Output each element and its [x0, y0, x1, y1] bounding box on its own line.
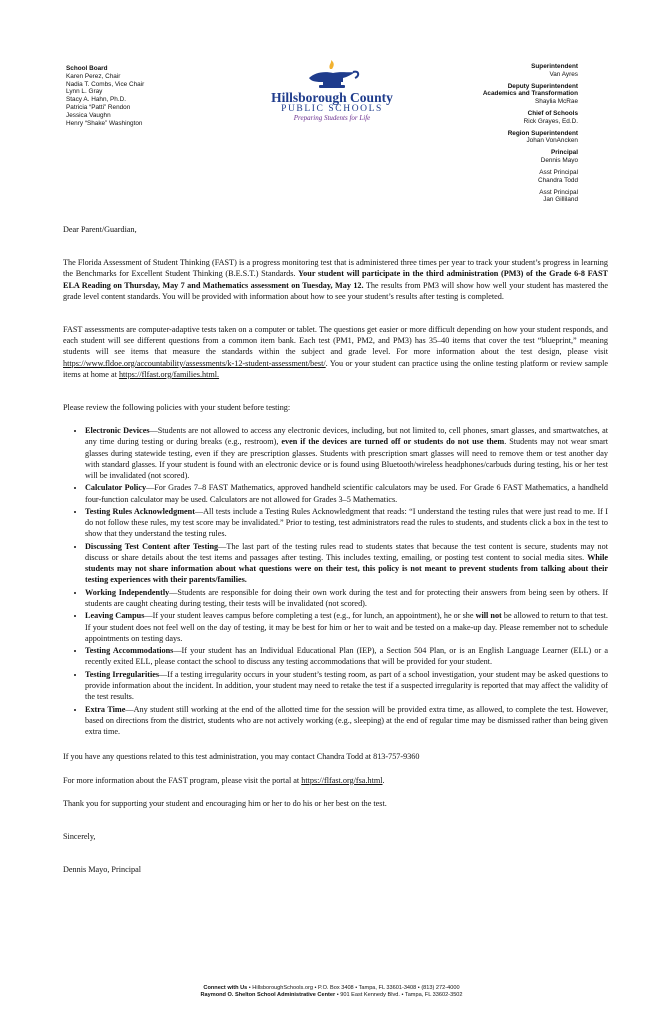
letter-body	[63, 224, 608, 887]
flfast-fsa-link[interactable]: https://flfast.org/fsa.html	[301, 775, 383, 785]
admin-entry	[418, 63, 578, 78]
admin-name: Van Ayres	[549, 70, 578, 78]
administration-list	[418, 63, 578, 208]
lamp-icon	[303, 60, 361, 90]
district-logo	[262, 60, 402, 123]
school-board-list	[66, 65, 144, 127]
admin-title: Region Superintendent	[507, 129, 578, 137]
policy-title: Electronic Devices	[85, 426, 150, 436]
board-member: Lynn L. Gray	[66, 88, 103, 96]
policy-item: • Working Independently—Students are responsible for doing their own work during the test and for protecting their answers from being seen by others. If students are caught cheating during testing, their tests will be invalidated (not scored).	[85, 587, 608, 609]
admin-name: Chandra Todd	[537, 176, 578, 184]
intro-paragraph: The Florida Assessment of Student Thinking (FAST) is a progress monitoring test that is administered three times per year to track your student’s progress in learning the Benchmarks for Excellent Student Thinking (B.E.S.T.) Standards. Your student will participate in the third administration (PM3) of the Grade 6-8 FAST ELA Reading on Thursday, May 7 and Mathematics assessment on Tuesday, May 12. The results from PM3 will show how well your student has mastered the grade level content standards. You will be provided with information about how to see your student’s results after testing is completed.	[63, 258, 608, 301]
admin-title: Asst Principal	[539, 188, 578, 196]
admin-title: Principal	[551, 149, 578, 157]
salutation: Dear Parent/Guardian,	[63, 225, 137, 234]
footer-contact-line: Connect with Us • HillsboroughSchools.org • P.O. Box 3408 • Tampa, FL 33601-3408 • (813) 272-4000	[203, 985, 460, 991]
logo-title: Hillsborough County	[271, 90, 393, 105]
admin-name: Rick Grayes, Ed.D.	[523, 117, 578, 125]
admin-entry	[418, 169, 578, 184]
board-member: Karen Perez, Chair	[66, 72, 121, 80]
board-member: Nadia T. Combs, Vice Chair	[66, 80, 145, 88]
admin-title: Chief of Schools	[527, 109, 578, 117]
admin-entry	[418, 130, 578, 145]
policy-title: Testing Accommodations	[85, 646, 174, 656]
more-info-line: For more information about the FAST program, please visit the portal at https://flfast.org/fsa.html.	[63, 775, 385, 785]
policy-item: • Leaving Campus—If your student leaves campus before completing a test (e.g., for lunch, an appointment), he or she will not be allowed to return to that test. If your student does not feel well on the day of testing, it may be best for him or her to wait and be tested on a make-up day. Please remember not to schedule appointments on testing days.	[85, 610, 608, 644]
policy-item: • Testing Irregularities—If a testing irregularity occurs in your student’s testing room, as part of a school investigation, your student may be asked questions to provide information about the incident. In addition, your student may need to retake the test if a suspected irregularity is reported that may affect the validity of the test results.	[85, 669, 608, 703]
logo-subtitle: PUBLIC SCHOOLS	[281, 104, 383, 114]
policy-title: Discussing Test Content after Testing	[85, 541, 219, 551]
policy-item: • Electronic Devices—Students are not allowed to access any electronic devices, including, but not limited to, cell phones, smart glasses, and smartwatches, at any time during testing or during breaks (e.g., restroom), even if the devices are turned off or students do not use them. Students may not wear smart glasses during statewide testing, even if they are prescription glasses. Students with prescription smart glasses will need to remove them or test another day with standard glasses. If your student is found with an electronic device or is found using Bluetooth/wireless headphones/carbuds during testing, his or her test will be invalidated (not scored).	[85, 425, 608, 481]
admin-title: Asst Principal	[539, 169, 578, 177]
signature: Dennis Mayo, Principal	[63, 865, 141, 875]
policy-title: Testing Rules Acknowledgment	[85, 507, 195, 517]
policy-title: Extra Time	[85, 704, 126, 714]
admin-name: Dennis Mayo	[540, 156, 578, 164]
board-member: Stacy A. Hahn, Ph.D.	[66, 96, 127, 104]
thanks-line: Thank you for supporting your student and encouraging him or her to do his or her best on the test.	[63, 798, 387, 808]
test-design-paragraph: FAST assessments are computer-adaptive tests taken on a computer or tablet. The questions get easier or more difficult depending on how your student responds, and each student will see different questions from a common item bank. Each test (PM1, PM2, and PM3) has 35–40 items that cover the test “blueprint,” meaning students will see items that measure the standards within the subject and grade level. For more information about the test design, please visit https://www.fldoe.org/accountability/assessments/k-12-student-assessment/best/. You or your student can practice using the online testing platform or review sample items at home at https://flfast.org/families.html.	[63, 325, 608, 379]
test-dates-notice: Your student will participate in the third administration (PM3) of the Grade 6-8 FAST ELA Reading on Thursday, May 7 and Mathematics assessment on Tuesday, May 12.	[63, 269, 608, 290]
sign-off: Sincerely,	[63, 832, 96, 842]
policy-item: • Discussing Test Content after Testing—The last part of the testing rules read to students states that because the test content is secure, students may not discuss or share details about the test items and passages after testing. This includes texting, emailing, or posting test content to social media sites. While students may not share information about what questions were on their test, this policy is not meant to prevent students from talking about their testing experiences with their parents/families.	[85, 541, 608, 586]
fldoe-link[interactable]: https://www.fldoe.org/accountability/assessments/k-12-student-assessment/best/	[63, 358, 326, 368]
policy-item: • Testing Rules Acknowledgment—All tests include a Testing Rules Acknowledgment that reads: “I understand the testing rules that were just read to me. If I do not follow these rules, my test score may be invalidated.” Prior to testing, test administrators read the rules to students, and students click a box in the test to show that they understand the testing rules.	[85, 506, 608, 540]
admin-entry	[418, 83, 578, 106]
board-member: Henry “Shake” Washington	[66, 119, 143, 127]
policies-intro: Please review the following policies with your student before testing:	[63, 403, 291, 413]
admin-title: Deputy Superintendent Academics and Transformation	[482, 82, 578, 98]
policies-list	[63, 425, 608, 737]
school-board-heading: School Board	[66, 65, 108, 72]
admin-entry	[418, 110, 578, 125]
admin-name: Jan Gilliland	[543, 196, 578, 204]
policy-title: Calculator Policy	[85, 483, 147, 493]
admin-name: Shaylia McRae	[535, 97, 578, 105]
policy-title: Working Independently	[85, 587, 170, 597]
policy-item: • Testing Accommodations—If your student has an Individual Educational Plan (IEP), a Section 504 Plan, or is an English Language Learner (ELL) or a recently exited ELL, please contact the school to discuss any testing accommodations that will be provided for your student.	[85, 645, 608, 667]
logo-tagline: Preparing Students for Life	[293, 114, 371, 122]
admin-title: Superintendent	[531, 63, 578, 70]
policy-item: • Calculator Policy—For Grades 7–8 FAST Mathematics, approved handheld scientific calculators may be used. For Grade 6 FAST Mathematics, a handheld four-function calculator may be used. Calculators are not allowed for Grades 3–5 Mathematics.	[85, 482, 608, 504]
flfast-families-link[interactable]: https://flfast.org/families.html.	[118, 369, 220, 379]
footer-address-line: Raymond O. Shelton School Administrative Center • 901 East Kennedy Blvd. • Tampa, FL 33602-3502	[200, 992, 463, 999]
closing-section	[63, 751, 608, 875]
page-footer	[0, 985, 663, 999]
board-member: Jessica Vaughn	[66, 111, 111, 119]
contact-line: If you have any questions related to this test administration, you may contact Chandra Todd at 813-757-9360	[63, 752, 420, 762]
policy-title: Leaving Campus	[85, 611, 145, 621]
board-member: Patricia “Patti” Rendon	[66, 103, 131, 111]
admin-entry	[418, 189, 578, 204]
admin-entry	[418, 149, 578, 164]
admin-name: Johan VonAncken	[526, 137, 578, 145]
policy-item: • Extra Time—Any student still working at the end of the allotted time for the session will be provided extra time, as allowed, to complete the test. However, based on directions from the district, students who are not actively working (e.g., sleeping) at the end of regular time may be dismissed rather than being given extra time.	[85, 704, 608, 738]
policy-title: Testing Irregularities	[85, 669, 160, 679]
